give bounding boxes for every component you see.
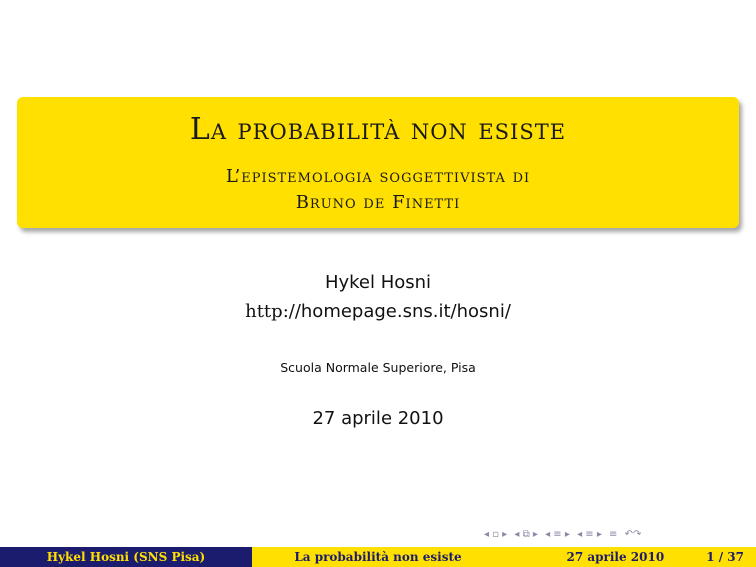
footer-page-number: 1 / 37 [706,550,744,564]
presentation-subtitle [17,164,739,216]
footer [0,547,756,567]
url-prefix[interactable]: http: [245,301,289,322]
subtitle-line-1: L’epistemologia soggettivista di [225,166,531,187]
footer-title: La probabilità non esiste [252,547,504,567]
nav-frame-icon[interactable]: ◂ ▫ ▸ [484,529,508,540]
title-box [17,97,739,228]
footer-author: Hykel Hosni (SNS Pisa) [0,547,252,567]
navigation-symbols [484,529,750,543]
author-name: Hykel Hosni [324,272,432,293]
nav-subsection-icon[interactable]: ◂ ⧉ ▸ [514,529,538,540]
footer-date: 27 aprile 2010 [566,550,665,564]
presentation-date: 27 aprile 2010 [312,408,444,429]
nav-search-icon[interactable]: ↶↷ [624,529,642,540]
url-path[interactable]: //homepage.sns.it/hosni/ [288,301,511,322]
author-url[interactable] [0,301,756,322]
footer-date-page [504,547,756,567]
institute: Scuola Normale Superiore, Pisa [280,360,476,375]
nav-subsection-icon[interactable]: ◂ ≡ ▸ [577,529,602,540]
subtitle-line-2: Bruno de Finetti [295,192,461,213]
nav-section-icon[interactable]: ◂ ≡ ▸ [545,529,570,540]
nav-menu-icon[interactable]: ≡ [609,529,618,540]
presentation-title: La probabilità non esiste [189,112,567,147]
